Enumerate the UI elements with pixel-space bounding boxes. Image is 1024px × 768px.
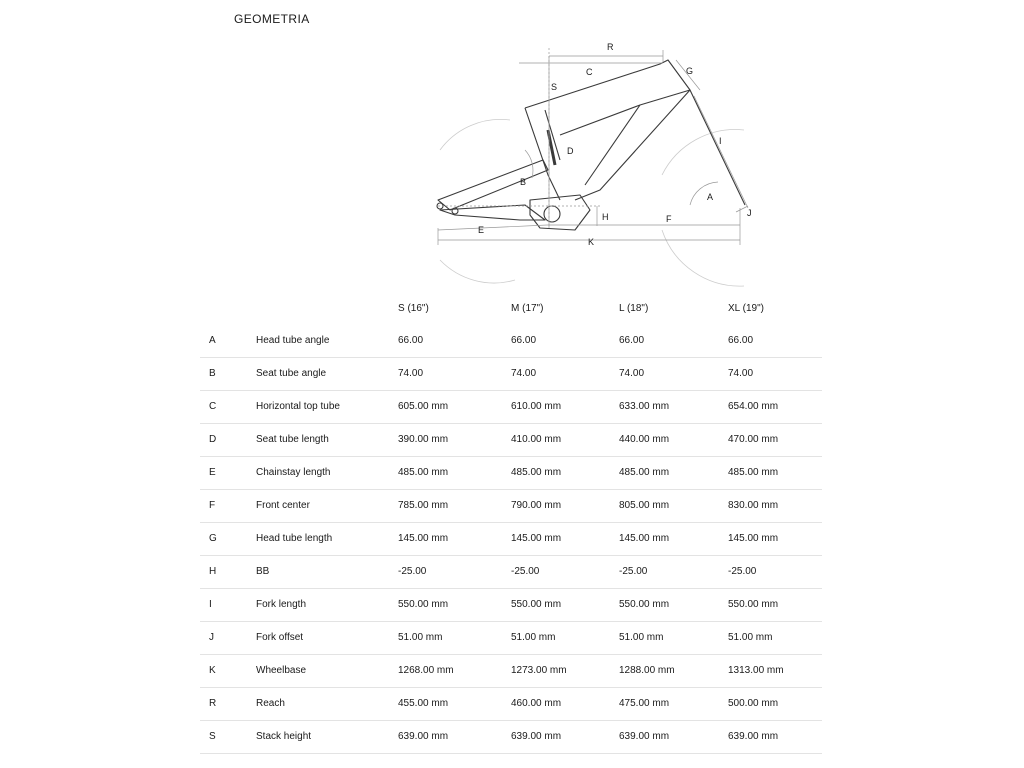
row-code: A bbox=[200, 324, 256, 357]
value-xl: 1313.00 mm bbox=[728, 654, 822, 687]
seat-stay bbox=[438, 160, 548, 210]
value-l: 1288.00 mm bbox=[619, 654, 728, 687]
value-s: 1268.00 mm bbox=[398, 654, 511, 687]
rear-wheel-arc bbox=[440, 119, 510, 150]
fork bbox=[690, 90, 745, 205]
value-s: -25.00 bbox=[398, 555, 511, 588]
value-xl: -25.00 bbox=[728, 555, 822, 588]
value-s: 785.00 mm bbox=[398, 489, 511, 522]
table-row bbox=[200, 555, 822, 588]
motor-gear bbox=[544, 206, 560, 222]
value-m: 145.00 mm bbox=[511, 522, 619, 555]
row-name: Seat tube length bbox=[256, 423, 398, 456]
value-m: 74.00 bbox=[511, 357, 619, 390]
value-xl: 654.00 mm bbox=[728, 390, 822, 423]
front-wheel-arc-lower bbox=[662, 230, 744, 286]
page-title: GEOMETRIA bbox=[234, 12, 310, 26]
value-s: 390.00 mm bbox=[398, 423, 511, 456]
row-name: Stack height bbox=[256, 720, 398, 753]
row-code: B bbox=[200, 357, 256, 390]
label-i: I bbox=[719, 136, 722, 146]
value-s: 145.00 mm bbox=[398, 522, 511, 555]
table-header-row bbox=[200, 293, 822, 324]
value-xl: 66.00 bbox=[728, 324, 822, 357]
header-name bbox=[256, 293, 398, 324]
table-row bbox=[200, 621, 822, 654]
header-size-l: L (18") bbox=[619, 303, 649, 314]
value-s: 51.00 mm bbox=[398, 621, 511, 654]
value-m: 51.00 mm bbox=[511, 621, 619, 654]
row-name: BB bbox=[256, 555, 398, 588]
row-name: Seat tube angle bbox=[256, 357, 398, 390]
head-angle-arc bbox=[690, 182, 718, 205]
label-b: B bbox=[520, 177, 527, 187]
value-s: 605.00 mm bbox=[398, 390, 511, 423]
table-row bbox=[200, 456, 822, 489]
row-code: E bbox=[200, 456, 256, 489]
table-row bbox=[200, 390, 822, 423]
bike-geometry-diagram bbox=[0, 0, 1024, 290]
table-row bbox=[200, 324, 822, 357]
value-xl: 51.00 mm bbox=[728, 621, 822, 654]
fork-length-dim bbox=[694, 96, 748, 208]
row-code: C bbox=[200, 390, 256, 423]
label-c: C bbox=[586, 67, 593, 77]
header-code bbox=[200, 293, 256, 324]
row-name: Wheelbase bbox=[256, 654, 398, 687]
value-m: 550.00 mm bbox=[511, 588, 619, 621]
row-name: Head tube length bbox=[256, 522, 398, 555]
label-s: S bbox=[551, 82, 558, 92]
value-l: 639.00 mm bbox=[619, 720, 728, 753]
value-s: 639.00 mm bbox=[398, 720, 511, 753]
header-size-xl: XL (19") bbox=[728, 303, 764, 314]
value-xl: 500.00 mm bbox=[728, 687, 822, 720]
top-tube bbox=[525, 60, 690, 135]
seat-tube bbox=[525, 108, 560, 200]
value-l: 440.00 mm bbox=[619, 423, 728, 456]
label-f: F bbox=[666, 214, 672, 224]
value-m: 66.00 bbox=[511, 324, 619, 357]
label-r: R bbox=[607, 42, 614, 52]
row-name: Chainstay length bbox=[256, 456, 398, 489]
label-j: J bbox=[747, 208, 752, 218]
chainstay-dim bbox=[438, 225, 547, 230]
table-row bbox=[200, 489, 822, 522]
label-d: D bbox=[567, 146, 574, 156]
value-m: 790.00 mm bbox=[511, 489, 619, 522]
label-k: K bbox=[588, 237, 595, 247]
value-s: 455.00 mm bbox=[398, 687, 511, 720]
table-row bbox=[200, 522, 822, 555]
table-row bbox=[200, 720, 822, 753]
down-tube bbox=[575, 90, 690, 200]
value-m: 610.00 mm bbox=[511, 390, 619, 423]
value-l: 550.00 mm bbox=[619, 588, 728, 621]
value-m: 639.00 mm bbox=[511, 720, 619, 753]
row-code: R bbox=[200, 687, 256, 720]
down-tube-inner bbox=[585, 105, 640, 185]
rear-wheel-arc-lower bbox=[440, 260, 515, 283]
row-name: Fork offset bbox=[256, 621, 398, 654]
row-code: K bbox=[200, 654, 256, 687]
value-m: 460.00 mm bbox=[511, 687, 619, 720]
row-code: H bbox=[200, 555, 256, 588]
value-l: 66.00 bbox=[619, 324, 728, 357]
bike-frame bbox=[437, 60, 745, 230]
wheel-outlines bbox=[440, 119, 744, 286]
value-xl: 145.00 mm bbox=[728, 522, 822, 555]
row-name: Fork length bbox=[256, 588, 398, 621]
value-l: 805.00 mm bbox=[619, 489, 728, 522]
row-name: Horizontal top tube bbox=[256, 390, 398, 423]
value-l: 74.00 bbox=[619, 357, 728, 390]
row-code: J bbox=[200, 621, 256, 654]
value-l: 475.00 mm bbox=[619, 687, 728, 720]
row-name: Reach bbox=[256, 687, 398, 720]
front-wheel-arc bbox=[662, 130, 744, 175]
value-s: 66.00 bbox=[398, 324, 511, 357]
dimension-lines bbox=[438, 48, 748, 245]
geometry-table bbox=[200, 293, 822, 754]
label-e: E bbox=[478, 225, 485, 235]
header-size-s: S (16") bbox=[398, 303, 429, 314]
value-l: 633.00 mm bbox=[619, 390, 728, 423]
value-xl: 74.00 bbox=[728, 357, 822, 390]
value-m: 410.00 mm bbox=[511, 423, 619, 456]
row-code: F bbox=[200, 489, 256, 522]
value-l: 485.00 mm bbox=[619, 456, 728, 489]
table-row bbox=[200, 588, 822, 621]
label-a: A bbox=[707, 192, 714, 202]
row-code: S bbox=[200, 720, 256, 753]
table-row bbox=[200, 357, 822, 390]
row-name: Head tube angle bbox=[256, 324, 398, 357]
row-name: Front center bbox=[256, 489, 398, 522]
header-size-m: M (17") bbox=[511, 303, 544, 314]
value-xl: 470.00 mm bbox=[728, 423, 822, 456]
label-h: H bbox=[602, 212, 609, 222]
value-s: 74.00 bbox=[398, 357, 511, 390]
value-xl: 550.00 mm bbox=[728, 588, 822, 621]
row-code: D bbox=[200, 423, 256, 456]
value-s: 550.00 mm bbox=[398, 588, 511, 621]
label-g: G bbox=[686, 66, 694, 76]
value-xl: 830.00 mm bbox=[728, 489, 822, 522]
value-m: -25.00 bbox=[511, 555, 619, 588]
value-m: 485.00 mm bbox=[511, 456, 619, 489]
value-l: 145.00 mm bbox=[619, 522, 728, 555]
row-code: I bbox=[200, 588, 256, 621]
table-row bbox=[200, 654, 822, 687]
value-xl: 639.00 mm bbox=[728, 720, 822, 753]
value-m: 1273.00 mm bbox=[511, 654, 619, 687]
value-l: 51.00 mm bbox=[619, 621, 728, 654]
table-row bbox=[200, 423, 822, 456]
row-code: G bbox=[200, 522, 256, 555]
value-xl: 485.00 mm bbox=[728, 456, 822, 489]
value-s: 485.00 mm bbox=[398, 456, 511, 489]
dimension-labels bbox=[478, 42, 752, 247]
value-l: -25.00 bbox=[619, 555, 728, 588]
table-row bbox=[200, 687, 822, 720]
